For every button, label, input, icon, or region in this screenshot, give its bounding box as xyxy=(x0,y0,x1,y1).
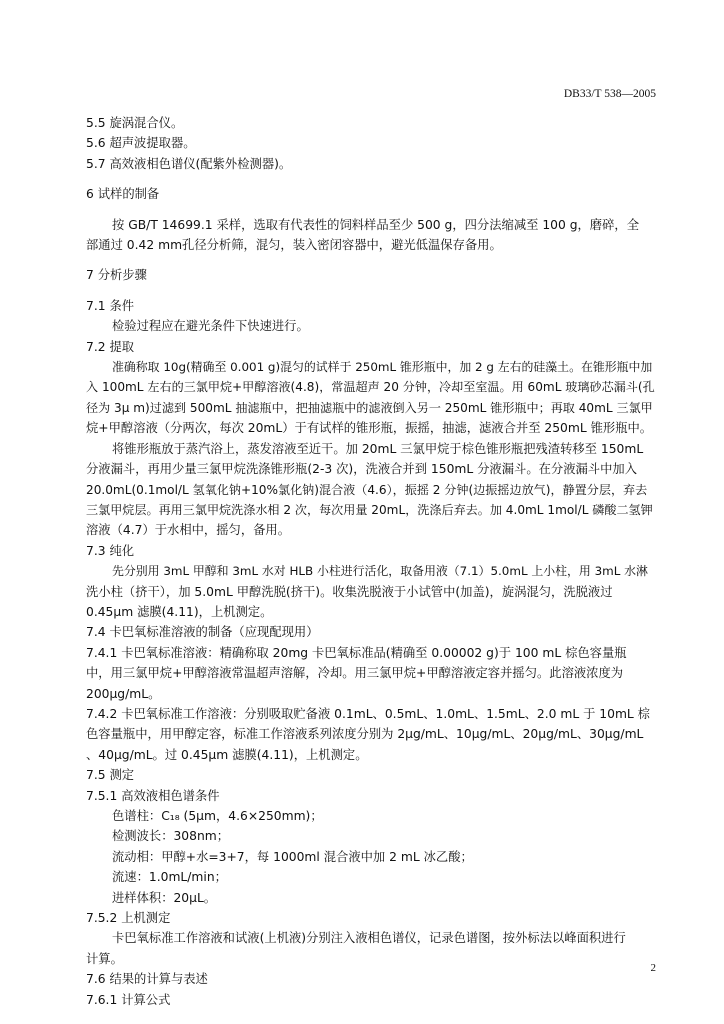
text-line: 流速：1.0mL/min； xyxy=(112,870,227,885)
text-line: 7.4.2 卡巴氧标准工作溶液：分别吸取贮备液 0.1mL、0.5mL、1.0mL、1.5mL、2.0 mL 于 10mL 棕 xyxy=(86,706,650,721)
text-line: 烷+甲醇溶液（分两次，每次 20mL）于有试样的锥形瓶，振摇，抽滤，滤液合并至 250mL 锥形瓶中。 xyxy=(86,421,653,436)
text-line: 7.3 纯化 xyxy=(86,543,135,558)
document-body xyxy=(86,113,656,1010)
text-line: 7.5.2 上机测定 xyxy=(86,911,171,926)
text-line: 按 GB/T 14699.1 采样，选取有代表性的饲料样品至少 500 g，四分法缩减至 100 g，磨碎，全 xyxy=(112,217,639,232)
text-line: 5.7 高效液相色谱仪(配紫外检测器)。 xyxy=(86,156,292,171)
paragraph-gap xyxy=(86,174,656,184)
text-line: 溶液（4.7）于水相中，摇匀，备用。 xyxy=(86,523,291,538)
paragraph-gap xyxy=(86,255,656,265)
text-line: 分液漏斗，再用少量三氯甲烷洗涤锥形瓶(2-3 次)，洗液合并到 150mL 分液漏斗。在分液漏斗中加入 xyxy=(86,462,637,477)
text-line: 6 试样的制备 xyxy=(86,187,160,202)
text-line: 检测波长：308nm； xyxy=(112,829,230,844)
text-line: 卡巴氧标准工作溶液和试液(上机液)分别注入液相色谱仪，记录色谱图，按外标法以峰面积进行 xyxy=(112,931,626,946)
text-line: 准确称取 10g(精确至 0.001 g)混匀的试样于 250mL 锥形瓶中，加 2 g 左右的硅藻土。在锥形瓶中加 xyxy=(112,360,653,375)
document-id-header: DB33/T 538—2005 xyxy=(563,88,656,100)
page-number: 2 xyxy=(650,962,656,974)
text-line: 7.5.1 高效液相色谱条件 xyxy=(86,788,220,803)
text-line: 7.6 结果的计算与表述 xyxy=(86,972,208,987)
text-line: 7 分析步骤 xyxy=(86,268,147,283)
text-line: 将锥形瓶放于蒸汽浴上，蒸发溶液至近干。加 20mL 三氯甲烷于棕色锥形瓶把残渣转移至 150mL xyxy=(112,441,644,456)
text-line: 部通过 0.42 mm孔径分析筛，混匀，装入密闭容器中，避光低温保存备用。 xyxy=(86,238,502,253)
text-line: 200μg/mL。 xyxy=(86,686,161,701)
text-line: 7.4 卡巴氧标准溶液的制备（应现配现用） xyxy=(86,625,319,640)
text-line: 检验过程应在避光条件下快速进行。 xyxy=(112,319,309,334)
text-line: 色容量瓶中，用甲醇定容，标准工作溶液系列浓度分别为 2μg/mL、10μg/mL、20μg/mL、30μg/mL xyxy=(86,727,644,742)
text-line: 洗小柱（挤干），加 5.0mL 甲醇洗脱(挤干)。收集洗脱液于小试管中(加盖)，旋涡混匀，洗脱液过 xyxy=(86,584,613,599)
text-line: 5.6 超声波提取器。 xyxy=(86,136,196,151)
text-line: 三氯甲烷层。再用三氯甲烷洗涤水相 2 次，每次用量 20mL，洗涤后弃去。加 4.0mL 1mol/L 磷酸二氢钾 xyxy=(86,502,653,517)
text-line: 流动相：甲醇+水=3+7，每 1000ml 混合液中加 2 mL 冰乙酸； xyxy=(112,849,473,864)
text-line: 7.4.1 卡巴氧标准溶液：精确称取 20mg 卡巴氧标准品(精确至 0.00002 g)于 100 mL 棕色容量瓶 xyxy=(86,645,627,660)
text-line: 、40μg/mL。过 0.45μm 滤膜(4.11)，上机测定。 xyxy=(86,747,368,762)
text-line: 20.0mL(0.1mol/L 氢氧化钠+10%氯化钠)混合液（4.6），振摇 2 分钟(边振摇边放气)，静置分层，弃去 xyxy=(86,482,648,497)
text-line: 进样体积：20μL。 xyxy=(112,890,217,905)
paragraph-gap xyxy=(86,205,656,215)
paragraph-gap xyxy=(86,286,656,296)
text-line: 7.2 提取 xyxy=(86,339,135,354)
text-line: 先分别用 3mL 甲醇和 3mL 水对 HLB 小柱进行活化，取备用液（7.1）5.0mL 上小柱，用 3mL 水淋 xyxy=(112,564,648,579)
text-line: 5.5 旋涡混合仪。 xyxy=(86,116,184,130)
text-line: 径为 3μ m)过滤到 500mL 抽滤瓶中，把抽滤瓶中的滤液倒入另一 250mL 锥形瓶中；再取 40mL 三氯甲 xyxy=(86,400,653,415)
text-line: 中，用三氯甲烷+甲醇溶液常温超声溶解，冷却。用三氯甲烷+甲醇溶液定容并摇匀。此溶液浓度为 xyxy=(86,666,624,681)
text-line: 7.1 条件 xyxy=(86,298,135,313)
text-line: 计算。 xyxy=(86,951,123,966)
text-line: 7.5 测定 xyxy=(86,768,135,783)
text-line: 色谱柱：C₁₈ (5μm，4.6×250mm)； xyxy=(112,809,323,823)
text-line: 7.6.1 计算公式 xyxy=(86,992,171,1007)
text-line: 入 100mL 左右的三氯甲烷+甲醇溶液(4.8)，常温超声 20 分钟，冷却至室温。用 60mL 玻璃砂芯漏斗(孔 xyxy=(86,380,655,395)
text-line: 0.45μm 滤膜(4.11)，上机测定。 xyxy=(86,604,273,619)
